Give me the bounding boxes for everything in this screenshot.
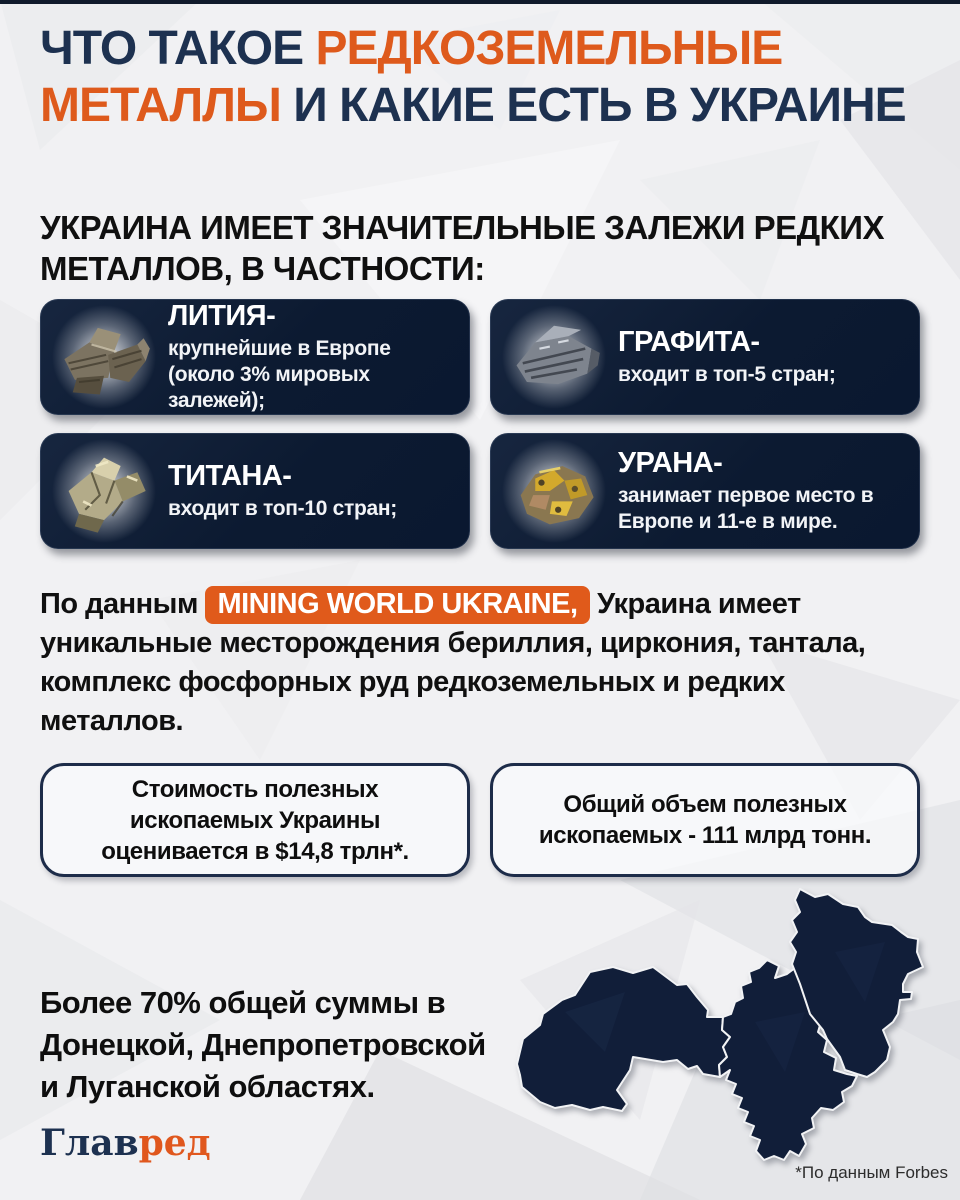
forbes-source-note: *По данным Forbes (795, 1163, 948, 1182)
graphite-ore-icon (504, 307, 604, 407)
paragraph-suffix: Украина имеет уникальные месторождения бериллия, циркония, тантала, комплекс фосфорных руд редкоземельных и редких металлов. (40, 588, 866, 737)
subtitle: УКРАИНА ИМЕЕТ ЗНАЧИТЕЛЬНЫЕ ЗАЛЕЖИ РЕДКИХ МЕТАЛЛОВ, В ЧАСТНОСТИ: (40, 209, 884, 287)
mineral-card-lithium (40, 299, 470, 415)
stat-box-value (40, 763, 470, 877)
source-paragraph (40, 585, 935, 741)
mineral-card-graphite (490, 299, 920, 415)
mining-world-ukraine-badge: MINING WORLD UKRAINE, (205, 586, 589, 624)
card-description: входит в топ-5 стран; (618, 363, 836, 386)
card-description: входит в топ-10 стран; (168, 497, 397, 520)
mineral-card-uranium (490, 433, 920, 549)
card-title: ТИТАНА- (168, 460, 292, 492)
card-title: ГРАФИТА- (618, 326, 760, 358)
lithium-ore-icon (54, 307, 154, 407)
stat-text: Стоимость полезных ископаемых Украины оценивается в $14,8 трлн*. (101, 775, 409, 865)
top-edge-bar (0, 0, 960, 4)
uranium-ore-icon (504, 441, 604, 541)
titanium-ore-icon (54, 441, 154, 541)
page-title (40, 20, 925, 134)
card-title: ЛИТИЯ- (168, 300, 276, 332)
card-title: УРАНА- (618, 447, 723, 479)
title-text-highlight: РЕДКОЗЕМЕЛЬНЫЕ МЕТАЛЛЫ (40, 22, 783, 132)
dnipropetrovsk-region-shape (517, 967, 730, 1111)
mineral-card-titanium (40, 433, 470, 549)
stat-box-volume (490, 763, 920, 877)
regions-note: Более 70% общей суммы в Донецкой, Днепропетровской и Луганской областях. (40, 985, 486, 1104)
glavred-logo (40, 1122, 211, 1164)
logo-part-orange: ред (138, 1122, 211, 1164)
logo-part-navy: Глав (40, 1122, 139, 1164)
paragraph-prefix: По данным (40, 588, 198, 620)
title-text-end: И КАКИЕ ЕСТЬ В УКРАИНЕ (293, 79, 906, 132)
ukraine-regions-map (505, 872, 960, 1172)
title-text-start: ЧТО ТАКОЕ (40, 22, 304, 75)
stat-text: Общий объем полезных ископаемых - 111 млрд тонн. (538, 791, 872, 849)
card-description: занимает первое место в Европе и 11-е в мире. (618, 484, 874, 533)
card-description: крупнейшие в Европе (около 3% мировых залежей); (168, 337, 391, 412)
